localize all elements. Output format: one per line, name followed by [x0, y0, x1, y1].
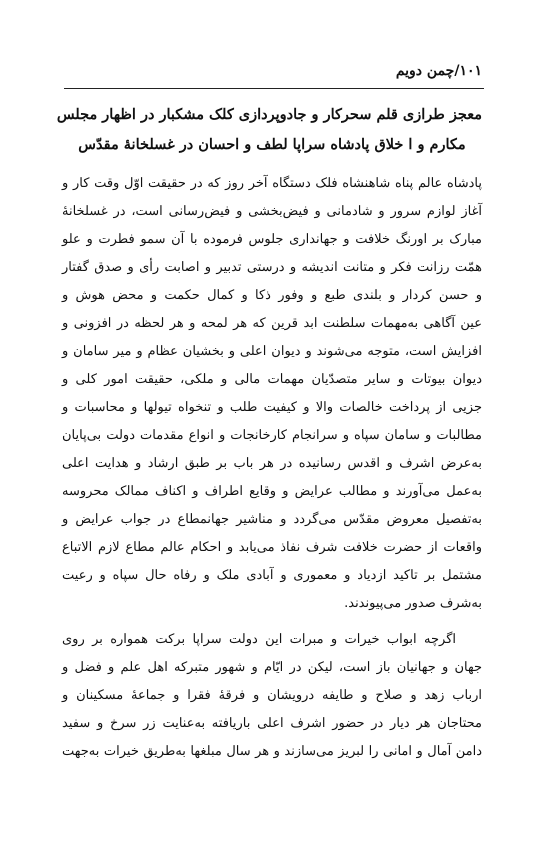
- text-line: ارباب زهد و صلاح و طایفه درویشان و فرقهٔ فقرا و جماعهٔ مسکینان و: [62, 688, 482, 703]
- text-line: به‌تفصیل معروض مقدّس می‌گردد و مناشیر جهانمطاع در جواب عرایض و: [62, 512, 482, 527]
- text-line: مطالبات و سامان سپاه و سرانجام کارخانجات و انواع مقدمات دولت بی‌پایان: [62, 428, 482, 443]
- title-line-1: معجز طرازی قلم سحرکار و جادوپردازی کلک مشکبار در اظهار مجلس: [56, 106, 482, 123]
- text-line: به‌عرض اشرف و اقدس رسانیده در هر باب بر طبق ارشاد و هدایت اعلی: [62, 456, 482, 471]
- page-header: ۱۰۱/چمن دویم: [395, 63, 482, 79]
- title-line-2: مکارم و ا خلاق پادشاه سراپا لطف و احسان در غسلخانهٔ مقدّس: [78, 136, 466, 153]
- text-line: آغاز لوازم سرور و شادمانی و فیض‌بخشی و فیض‌رسانی است، در غسلخانهٔ: [62, 204, 482, 219]
- text-line: به‌شرف صدور می‌پیوندند.: [344, 596, 482, 611]
- text-line: به‌عمل می‌آورند و مطالب عرایض و وقایع اطراف و اکناف ممالک محروسه: [62, 484, 482, 499]
- text-line: جزیی از پرداخت خالصات والا و کیفیت طلب و تنخواه تیولها و محاسبات و: [62, 400, 482, 415]
- text-line: دامن آمال و امانی را لبریز می‌سازند و هر سال مبلغها به‌طریق خیرات به‌جهت: [62, 744, 482, 759]
- section-title: [56, 100, 482, 160]
- paragraph-gap: [62, 618, 482, 626]
- text-line: محتاجان هر دیار در حضور اشرف اعلی باریافته به‌عنایت زر سرخ و سفید: [62, 716, 482, 731]
- text-line: مبارک بر اورنگ خلافت و جهانداری جلوس فرموده با آن سمو فطرت و علو: [62, 232, 482, 247]
- paragraph-1: [62, 170, 482, 618]
- text-line: عین آگاهی به‌مهمات سلطنت ابد قرین که هر لمحه و هر لحظه در افزونی و: [62, 316, 482, 331]
- text-line: مشتمل بر تاکید ازدیاد و معموری و آبادی ملک و رفاه حال سپاه و رعیت: [62, 568, 482, 583]
- body-text: [62, 170, 482, 766]
- text-line: واقعات از حضرت خلافت شرف نفاذ می‌یابد و احکام عالم مطاع لازم الاتباع: [62, 540, 482, 555]
- text-line: اگرچه ابواب خیرات و مبرات این دولت سراپا برکت همواره بر روی: [62, 632, 456, 647]
- text-line: دیوان بیوتات و سایر متصدّیان مهمات مالی و ملکی، حقیقت امور کلی و: [62, 372, 482, 387]
- text-line: افزایش است، متوجه می‌شوند و دیوان اعلی و بخشیان عظام و میر سامان و: [62, 344, 482, 359]
- text-line: و حسن کردار و بلندی طبع و وفور ذکا و کمال حکمت و محض هوش و: [62, 288, 482, 303]
- header-rule: [64, 88, 484, 89]
- text-line: جهان و جهانیان باز است، لیکن در ایّام و شهور متبرکه اهل علم و فضل و: [62, 660, 482, 675]
- paragraph-2: [62, 626, 482, 766]
- text-line: پادشاه عالم پناه شاهنشاه فلک دستگاه آخر روز که در حقیقت اوّل وقت کار و: [62, 176, 482, 191]
- text-line: همّت رزانت فکر و متانت اندیشه و درستی تدبیر و اصابت رأی و صدق گفتار: [62, 260, 482, 275]
